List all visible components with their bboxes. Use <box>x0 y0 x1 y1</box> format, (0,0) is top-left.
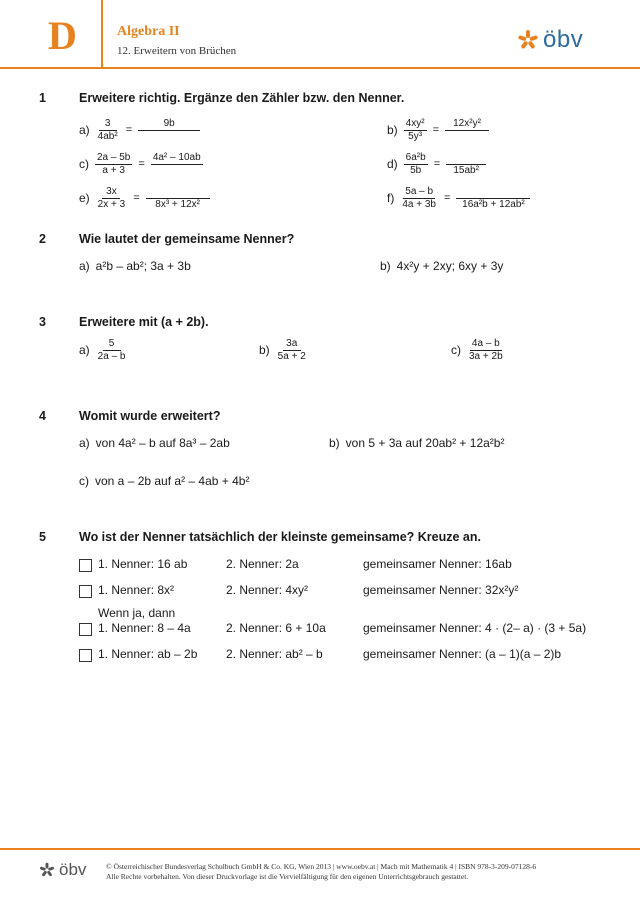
footer-logo <box>39 860 86 880</box>
fraction-left: $\frac{\text{6a²b}}{5b}$ <box>405 152 426 176</box>
fraction-right: 15ab² <box>446 152 486 176</box>
checkbox-row-2[interactable] <box>79 585 92 598</box>
fraction: $\frac{4a - b}{3a + 2b}$ <box>469 338 503 362</box>
fraction-left: $\frac{3x}{2x + 3}$ <box>97 186 126 210</box>
task-1a: a) $\frac{3}{\text{4ab²}}$ = 9b <box>79 118 200 142</box>
task-2-number: 2 <box>39 232 46 246</box>
logo-text: öbv <box>543 26 584 53</box>
task-1f: f) $\frac{5a - b}{4a + 3b}$ = 16a²b + 12ab² <box>387 186 530 210</box>
footer-copyright: © Österreichischer Bundesverlag Schulbuch GmbH & Co. KG, Wien 2013 | www.oebv.at | Mach mit Mathematik 4 | ISBN 978-3-209-07128-6 Alle Rechte vorbehalten. Von dieser Druckvorlage ist die Vervielfältigung für den eigenen Unterrichtsgebrauch gestattet. <box>106 862 537 882</box>
task-3a: a) $\frac{5}{2a - b}$ <box>79 338 126 362</box>
task-1d: d) $\frac{\text{6a²b}}{5b}$ = 15ab² <box>387 152 486 176</box>
page-subtitle: 12. Erweitern von Brüchen <box>117 45 237 57</box>
header-divider-vertical <box>101 0 103 68</box>
checkbox-row-3[interactable] <box>79 623 92 636</box>
fraction: $\frac{3a}{5a + 2}$ <box>277 338 306 362</box>
task-3b: b) $\frac{3a}{5a + 2}$ <box>259 338 306 362</box>
task-3c: c) $\frac{4a - b}{3a + 2b}$ <box>451 338 503 362</box>
task-4-title: Womit wurde erweitert? <box>79 409 221 423</box>
oebv-star-icon <box>39 862 55 878</box>
page-title: Algebra II <box>117 24 180 39</box>
task-4c: c) von a – 2b auf a² – 4ab + 4b² <box>79 474 250 488</box>
task-1b: b) $\frac{\text{4xy²}}{\text{5y³}}$ = 12x²y² <box>387 118 489 142</box>
footer-logo-text: öbv <box>59 860 87 879</box>
footer-divider <box>0 848 640 850</box>
task-1-number: 1 <box>39 91 46 105</box>
task-3-title: Erweitere mit (a + 2b). <box>79 315 209 329</box>
task-5-number: 5 <box>39 530 46 544</box>
task-1e: e) $\frac{3x}{2x + 3}$ = 8x³ + 12x² <box>79 186 210 210</box>
fraction-right: 12x²y² <box>445 118 489 142</box>
fraction-left: $\frac{\text{4xy²}}{\text{5y³}}$ <box>405 118 425 142</box>
fraction-left: $\frac{3}{\text{4ab²}}$ <box>97 118 118 142</box>
fraction-right: 4a² – 10ab <box>152 152 201 163</box>
fraction-left: $\frac{5a - b}{4a + 3b}$ <box>402 186 436 210</box>
fraction: $\frac{5}{2a - b}$ <box>97 338 126 362</box>
fraction-right: 9b <box>138 118 200 142</box>
task-4b: b) von 5 + 3a auf 20ab² + 12a²b² <box>329 436 505 450</box>
task-2b: b) 4x²y + 2xy; 6xy + 3y <box>380 259 504 273</box>
task-4a: a) von 4a² – b auf 8a³ – 2ab <box>79 436 230 450</box>
header-logo <box>517 26 583 54</box>
task-5-note: Wenn ja, dann <box>98 606 176 620</box>
chapter-letter: D <box>48 13 77 58</box>
header-divider <box>0 67 640 69</box>
task-2-title: Wie lautet der gemeinsame Nenner? <box>79 232 295 246</box>
checkbox-row-4[interactable] <box>79 649 92 662</box>
task-1-title: Erweitere richtig. Ergänze den Zähler bzw. den Nenner. <box>79 91 405 105</box>
fraction-left: $\frac{2a - 5b}{a + 3}$ <box>97 152 131 176</box>
oebv-star-icon <box>517 29 539 51</box>
task-2a: a) a²b – ab²; 3a + 3b <box>79 259 191 273</box>
task-5-title: Wo ist der Nenner tatsächlich der kleinste gemeinsame? Kreuze an. <box>79 530 481 544</box>
task-4-number: 4 <box>39 409 46 423</box>
task-3-number: 3 <box>39 315 46 329</box>
fraction-right: 8x³ + 12x² <box>146 186 210 210</box>
task-1c: c) $\frac{2a - 5b}{a + 3}$ = 4a² – 10ab <box>79 152 201 176</box>
checkbox-row-1[interactable] <box>79 559 92 572</box>
fraction-right: 16a²b + 12ab² <box>456 186 530 210</box>
